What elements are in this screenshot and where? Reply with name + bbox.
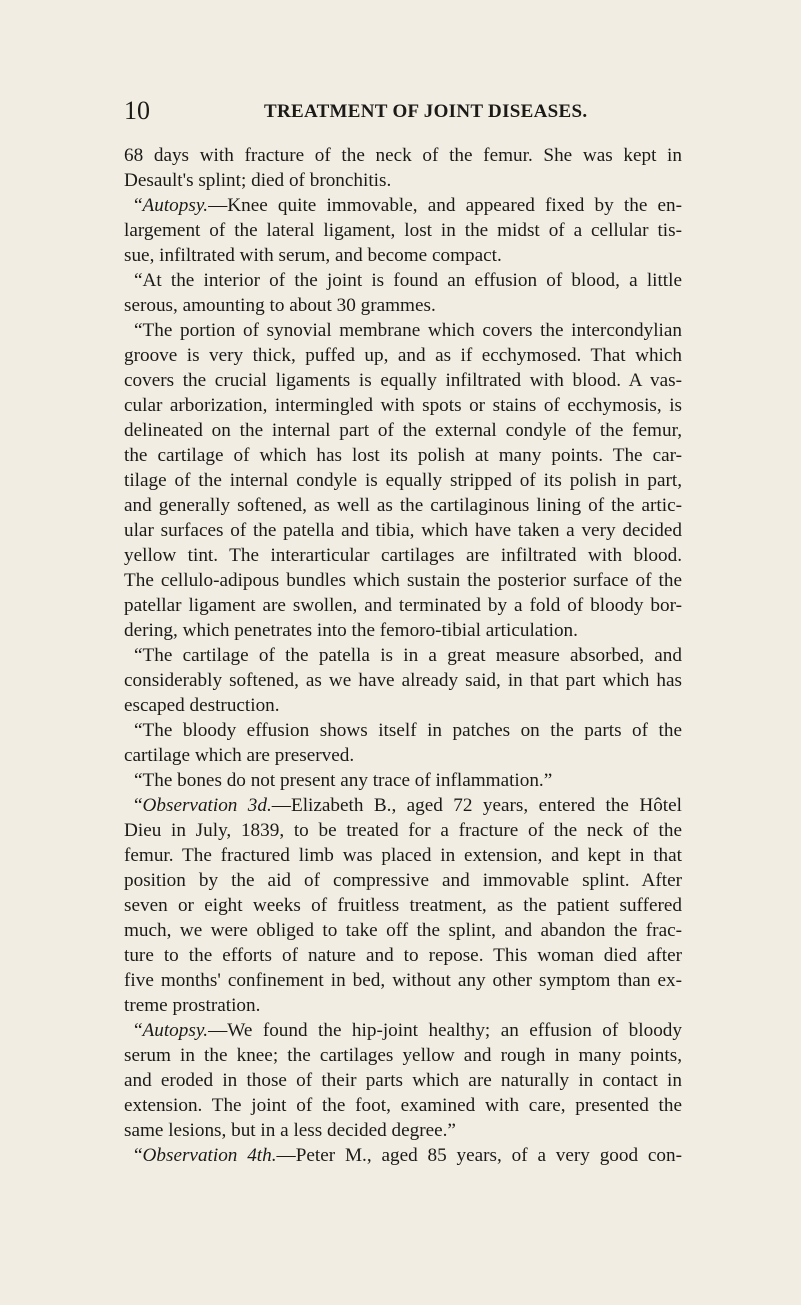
running-head xyxy=(124,96,684,126)
text-line: cartilage which are preserved. xyxy=(124,745,355,766)
page-number: 10 xyxy=(124,96,150,125)
text-line: considerably softened, as we have already said, in that part which has xyxy=(124,670,682,691)
text-line: ture to the efforts of nature and to repose. This woman died after xyxy=(124,945,682,966)
text-line: delineated on the internal part of the external condyle of the femur, xyxy=(124,420,682,441)
italic-heading: Autopsy. xyxy=(142,195,209,216)
text-line: patellar ligament are swollen, and terminated by a fold of bloody bor- xyxy=(124,595,682,616)
text-line: “Autopsy.—We found the hip-joint healthy; an effusion of bloody xyxy=(134,1020,682,1041)
text-line: and eroded in those of their parts which are naturally in contact in xyxy=(124,1070,682,1091)
text-line: sue, infiltrated with serum, and become compact. xyxy=(124,245,502,266)
text-line: cular arborization, intermingled with spots or stains of ecchymosis, is xyxy=(124,395,682,416)
italic-heading: Observation 4th. xyxy=(142,1145,277,1166)
text-line: extension. The joint of the foot, examined with care, presented the xyxy=(124,1095,682,1116)
italic-heading: Autopsy. xyxy=(142,1020,209,1041)
text-line: “Observation 4th.—Peter M., aged 85 years, of a very good con- xyxy=(134,1145,682,1166)
text-line: Desault's splint; died of bronchitis. xyxy=(124,170,392,191)
text-line: groove is very thick, puffed up, and as if ecchymosed. That which xyxy=(124,345,682,366)
text-line: dering, which penetrates into the femoro-tibial articulation. xyxy=(124,620,578,641)
text-line: “Autopsy.—Knee quite immovable, and appeared fixed by the en- xyxy=(134,195,682,216)
text-line: Dieu in July, 1839, to be treated for a fracture of the neck of the xyxy=(124,820,682,841)
text-line: treme prostration. xyxy=(124,995,261,1016)
text-line: serum in the knee; the cartilages yellow and rough in many points, xyxy=(124,1045,682,1066)
italic-heading: Observation 3d. xyxy=(142,795,272,816)
text-line: “The bloody effusion shows itself in patches on the parts of the xyxy=(134,720,682,741)
text-line: femur. The fractured limb was placed in extension, and kept in that xyxy=(124,845,682,866)
text-line: ular surfaces of the patella and tibia, which have taken a very decided xyxy=(124,520,682,541)
running-title: TREATMENT OF JOINT DISEASES. xyxy=(264,101,588,122)
text-line: tilage of the internal condyle is equally stripped of its polish in part, xyxy=(124,470,682,491)
text-line: five months' confinement in bed, without any other symptom than ex- xyxy=(124,970,682,991)
text-line: position by the aid of compressive and immovable splint. After xyxy=(124,870,682,891)
text-line: escaped destruction. xyxy=(124,695,280,716)
text-line: 68 days with fracture of the neck of the femur. She was kept in xyxy=(124,145,682,166)
text-line: much, we were obliged to take off the splint, and abandon the frac- xyxy=(124,920,682,941)
text-line: the cartilage of which has lost its polish at many points. The car- xyxy=(124,445,682,466)
text-line: largement of the lateral ligament, lost in the midst of a cellular tis- xyxy=(124,220,682,241)
text-line: “The portion of synovial membrane which covers the intercondylian xyxy=(134,320,682,341)
text-line: “The bones do not present any trace of inflammation.” xyxy=(134,770,553,791)
text-line: and generally softened, as well as the cartilaginous lining of the artic- xyxy=(124,495,682,516)
text-line: The cellulo-adipous bundles which sustain the posterior surface of the xyxy=(124,570,682,591)
text-line: serous, amounting to about 30 grammes. xyxy=(124,295,436,316)
text-line: yellow tint. The interarticular cartilages are infiltrated with blood. xyxy=(124,545,682,566)
text-line: same lesions, but in a less decided degree.” xyxy=(124,1120,456,1141)
text-line: “Observation 3d.—Elizabeth B., aged 72 years, entered the Hôtel xyxy=(134,795,682,816)
text-line: covers the crucial ligaments is equally infiltrated with blood. A vas- xyxy=(124,370,682,391)
body-text xyxy=(124,143,682,1168)
text-line: “At the interior of the joint is found an effusion of blood, a little xyxy=(134,270,682,291)
text-line: “The cartilage of the patella is in a great measure absorbed, and xyxy=(134,645,682,666)
text-line: seven or eight weeks of fruitless treatment, as the patient suffered xyxy=(124,895,682,916)
